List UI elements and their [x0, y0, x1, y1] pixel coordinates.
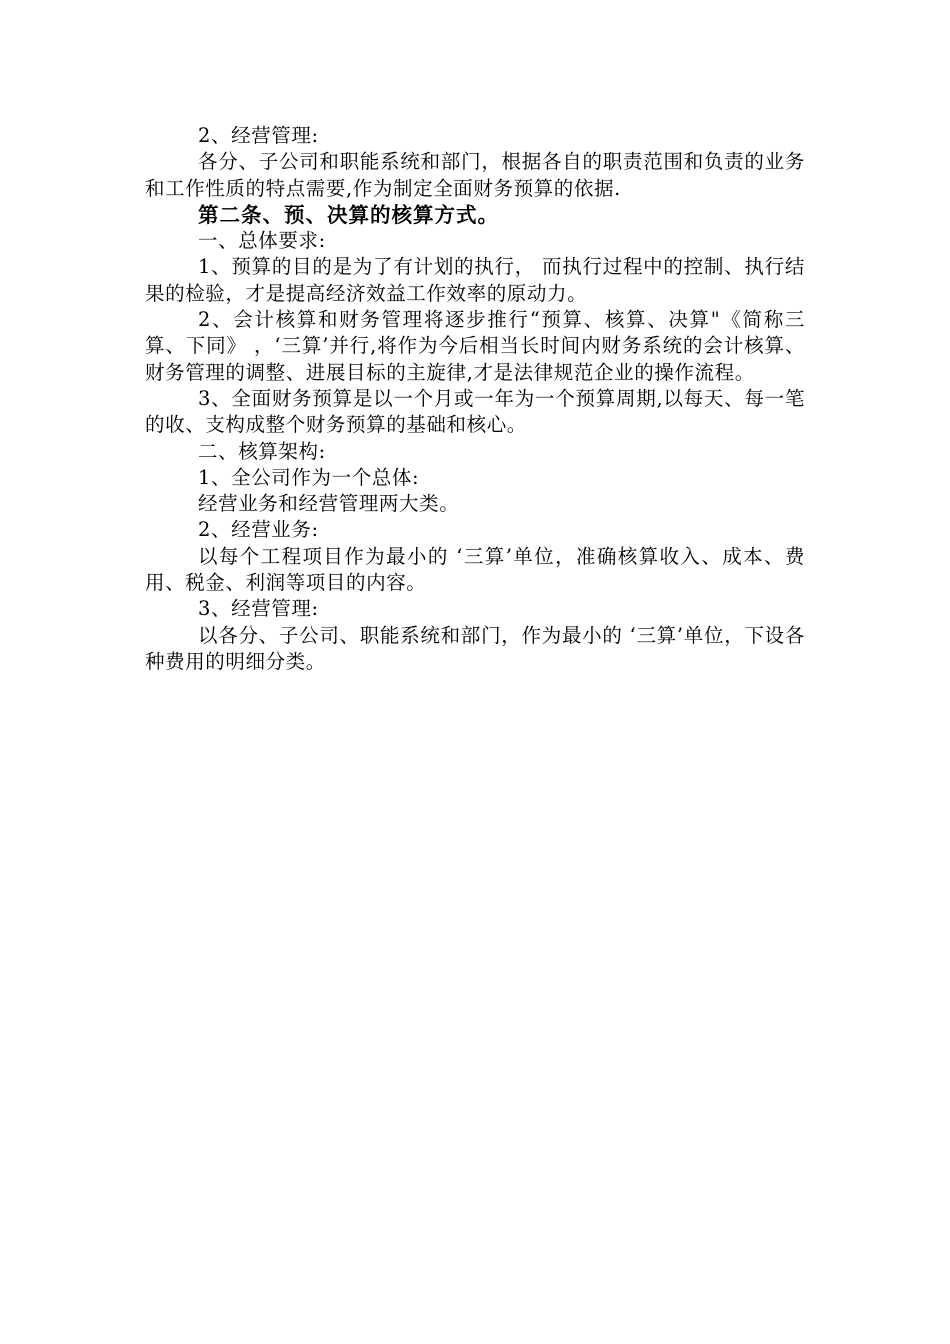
paragraph-operating-business: 2、经营业务:	[198, 518, 319, 542]
paragraph-three-calculations: 2、会计核算和财务管理将逐步推行“预算、核算、决算"《简称三算、下同》 ，‘三算’并行,将作为今后相当长时间内财务系统的会计核算、财务管理的调整、进展目标的主旋律,才是法律规范企业的操作流程。	[145, 308, 805, 384]
paragraph-company-whole: 1、全公司作为一个总体:	[198, 465, 420, 489]
paragraph-budget-purpose: 1、预算的目的是为了有计划的执行， 而执行过程中的控制、执行结果的检验，才是提高经济效益工作效率的原动力。	[145, 255, 805, 305]
paragraph-operations-management-2: 3、经营管理:	[198, 597, 319, 621]
paragraph-project-unit: 以每个工程项目作为最小的 ‘三算’单位，准确核算收入、成本、费用、税金、利润等项目的内容。	[145, 544, 805, 595]
paragraph-branch-responsibility: 各分、子公司和职能系统和部门，根据各自的职责范围和负责的业务和工作性质的特点需要,作为制定全面财务预算的依据.	[145, 150, 805, 200]
paragraph-two-categories: 经营业务和经营管理两大类。	[198, 492, 460, 516]
paragraph-accounting-structure: 二、核算架构:	[198, 439, 326, 463]
paragraph-general-requirements: 一、总体要求:	[198, 229, 326, 253]
section-heading-article-2: 第二条、预、决算的核算方式。	[198, 202, 499, 227]
paragraph-budget-cycle: 3、全面财务预算是以一个月或一年为一个预算周期,以每天、每一笔的收、支构成整个财务预算的基础和核心。	[145, 386, 805, 437]
paragraph-operations-management: 2、经营管理:	[198, 124, 319, 147]
paragraph-department-unit: 以各分、子公司、职能系统和部门，作为最小的 ‘三算’单位，下设各种费用的明细分类。	[145, 623, 805, 673]
document-page	[145, 123, 805, 675]
